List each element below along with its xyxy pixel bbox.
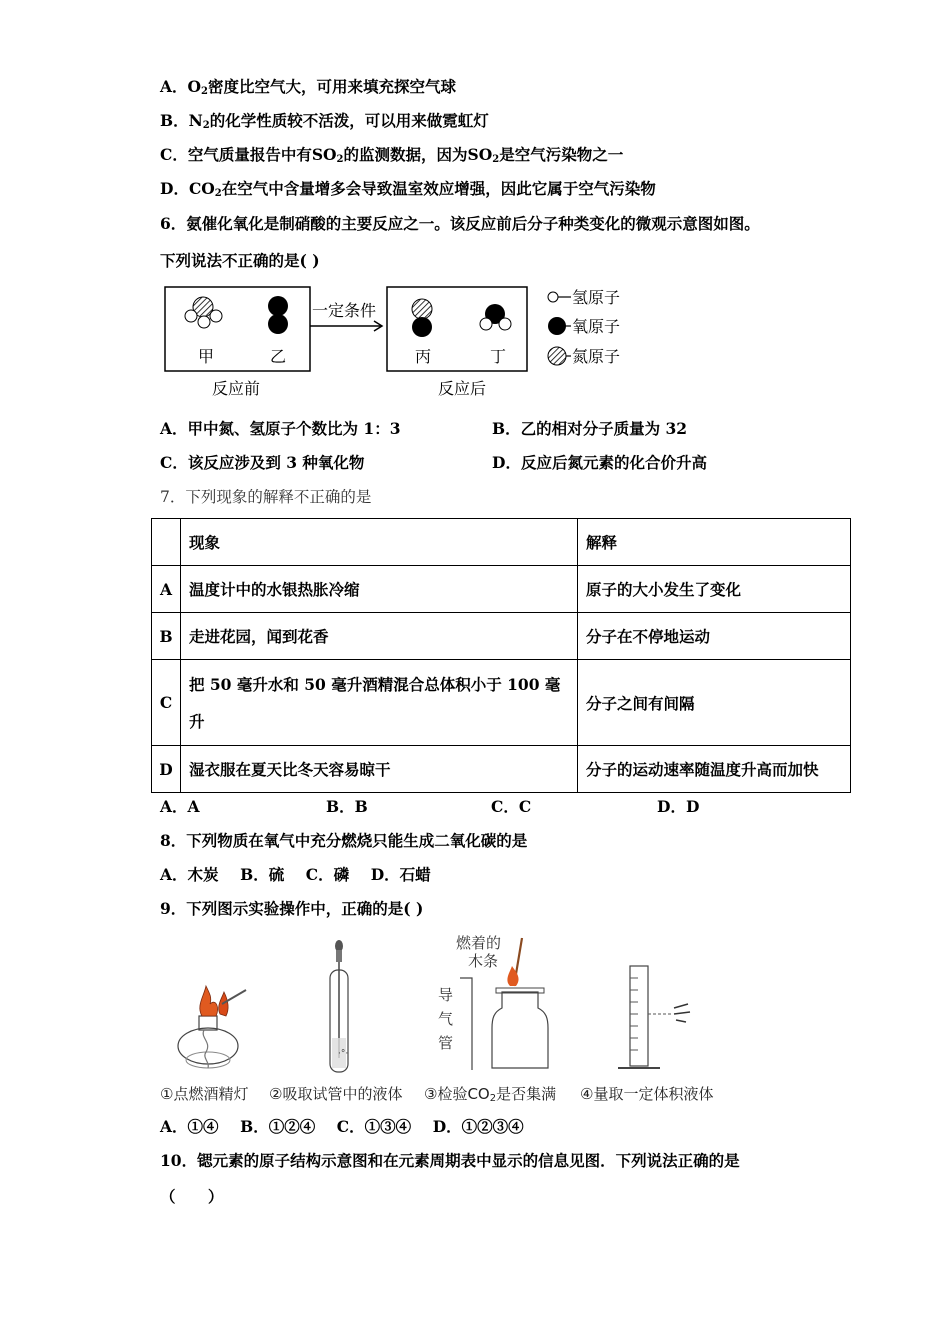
cylinder-figure (618, 966, 690, 1068)
legend-nitrogen (548, 347, 620, 366)
fig-caption-1: ①点燃酒精灯 (160, 1085, 249, 1103)
q5-option-a: A．$O_2$密度比空气大，可用来填充探空气球 (160, 77, 457, 97)
stick-label: 燃着的 (456, 934, 502, 952)
row-key: B (152, 613, 181, 660)
table-row (152, 613, 851, 660)
q6-option-a: A．甲中氮、氢原子个数比为 1：3 (160, 419, 401, 438)
row-explanation: 分子在不停地运动 (578, 613, 851, 660)
row-key: D (152, 746, 181, 793)
q8-stem: 8．下列物质在氧气中充分燃烧只能生成二氧化碳的是 (160, 831, 528, 850)
tube-label-1: 导 (438, 986, 454, 1004)
before-box (165, 287, 310, 371)
svg-text:·°·: ·°· (338, 1049, 349, 1059)
q7-option-c: C．C (491, 797, 532, 816)
row-key: A (152, 566, 181, 613)
q6-option-d: D．反应后氮元素的化合价升高 (492, 453, 707, 472)
no-molecule (412, 299, 432, 337)
gas-jar-figure (438, 934, 548, 1070)
row-phenomenon: 湿衣服在夏天比冬天容易晾干 (181, 746, 578, 793)
table-row (152, 660, 851, 746)
legend-hydrogen (548, 288, 620, 307)
q6-reaction-diagram (160, 282, 650, 404)
q9-stem: 9．下列图示实验操作中，正确的是( ) (160, 899, 424, 918)
q6-option-b: B．乙的相对分子质量为 32 (492, 419, 688, 438)
dropper-figure (330, 940, 348, 1072)
label-ding: 丁 (490, 347, 507, 366)
q5-option-d: D．$CO_2$在空气中含量增多会导致温室效应增强，因此它属于空气污染物 (160, 179, 656, 199)
tube-label-3: 管 (438, 1034, 454, 1052)
fig-caption-2: ②吸取试管中的液体 (269, 1085, 403, 1103)
q5-option-b: B．$N_2$的化学性质较不活泼，可以用来做霓虹灯 (160, 111, 489, 131)
o2-molecule (268, 296, 288, 334)
row-explanation: 原子的大小发生了变化 (578, 566, 851, 613)
fig-caption-4: ④量取一定体积液体 (580, 1085, 714, 1103)
row-key: C (152, 660, 181, 746)
label-bing: 丙 (415, 347, 432, 366)
table-header-cell: 解释 (578, 519, 851, 566)
nh3-molecule (185, 297, 222, 328)
table-header-cell: 现象 (181, 519, 578, 566)
row-phenomenon: 温度计中的水银热胀冷缩 (181, 566, 578, 613)
q7-option-d: D．D (657, 797, 700, 816)
row-explanation: 分子的运动速率随温度升高而加快 (578, 746, 851, 793)
table-row (152, 566, 851, 613)
label-jia: 甲 (198, 347, 215, 366)
q10-paren: （ ） (160, 1187, 224, 1206)
row-phenomenon: 走进花园，闻到花香 (181, 613, 578, 660)
q9-options: A．①④ B．①②④ C．①③④ D．①②③④ (160, 1117, 524, 1136)
q8-options: A．木炭 B．硫 C．磷 D．石蜡 (160, 865, 431, 884)
row-phenomenon: 把 50 毫升水和 50 毫升酒精混合总体积小于 100 毫升 (181, 660, 578, 746)
table-row (152, 746, 851, 793)
tube-label-2: 气 (438, 1010, 454, 1028)
h2o-molecule (480, 304, 511, 330)
q6-stem-question: 下列说法不正确的是( ) (160, 251, 320, 270)
q5-option-c: C．空气质量报告中有$SO_2$的监测数据，因为$SO_2$是空气污染物之一 (160, 145, 624, 165)
q6-stem: 6．氨催化氧化是制硝酸的主要反应之一。该反应前后分子种类变化的微观示意图如图。 (160, 214, 760, 233)
svg-text:氢原子: 氢原子 (572, 288, 621, 307)
q9-figures (160, 928, 740, 1108)
label-after: 反应后 (438, 379, 487, 398)
table-header-cell (152, 519, 181, 566)
svg-text:氧原子: 氧原子 (572, 317, 621, 336)
q7-stem: 7．下列现象的解释不正确的是 (160, 488, 372, 506)
stick-label-2: 木条 (468, 952, 499, 970)
label-before: 反应前 (212, 379, 261, 398)
q7-option-b: B．B (326, 797, 368, 816)
label-yi: 乙 (270, 347, 287, 366)
q6-option-c: C．该反应涉及到 3 种氧化物 (160, 453, 365, 472)
alcohol-lamp-figure (178, 986, 246, 1068)
legend-oxygen (548, 317, 620, 336)
fig-caption-3: ③检验$CO_2$是否集满 (424, 1085, 557, 1104)
q7-table (151, 518, 851, 793)
q7-option-a: A．A (160, 797, 200, 816)
svg-text:氮原子: 氮原子 (572, 347, 621, 366)
row-explanation: 分子之间有间隔 (578, 660, 851, 746)
reaction-condition: 一定条件 (312, 301, 377, 320)
q10-stem: 10．锶元素的原子结构示意图和在元素周期表中显示的信息见图．下列说法正确的是 (160, 1151, 740, 1170)
table-header-row (152, 519, 851, 566)
